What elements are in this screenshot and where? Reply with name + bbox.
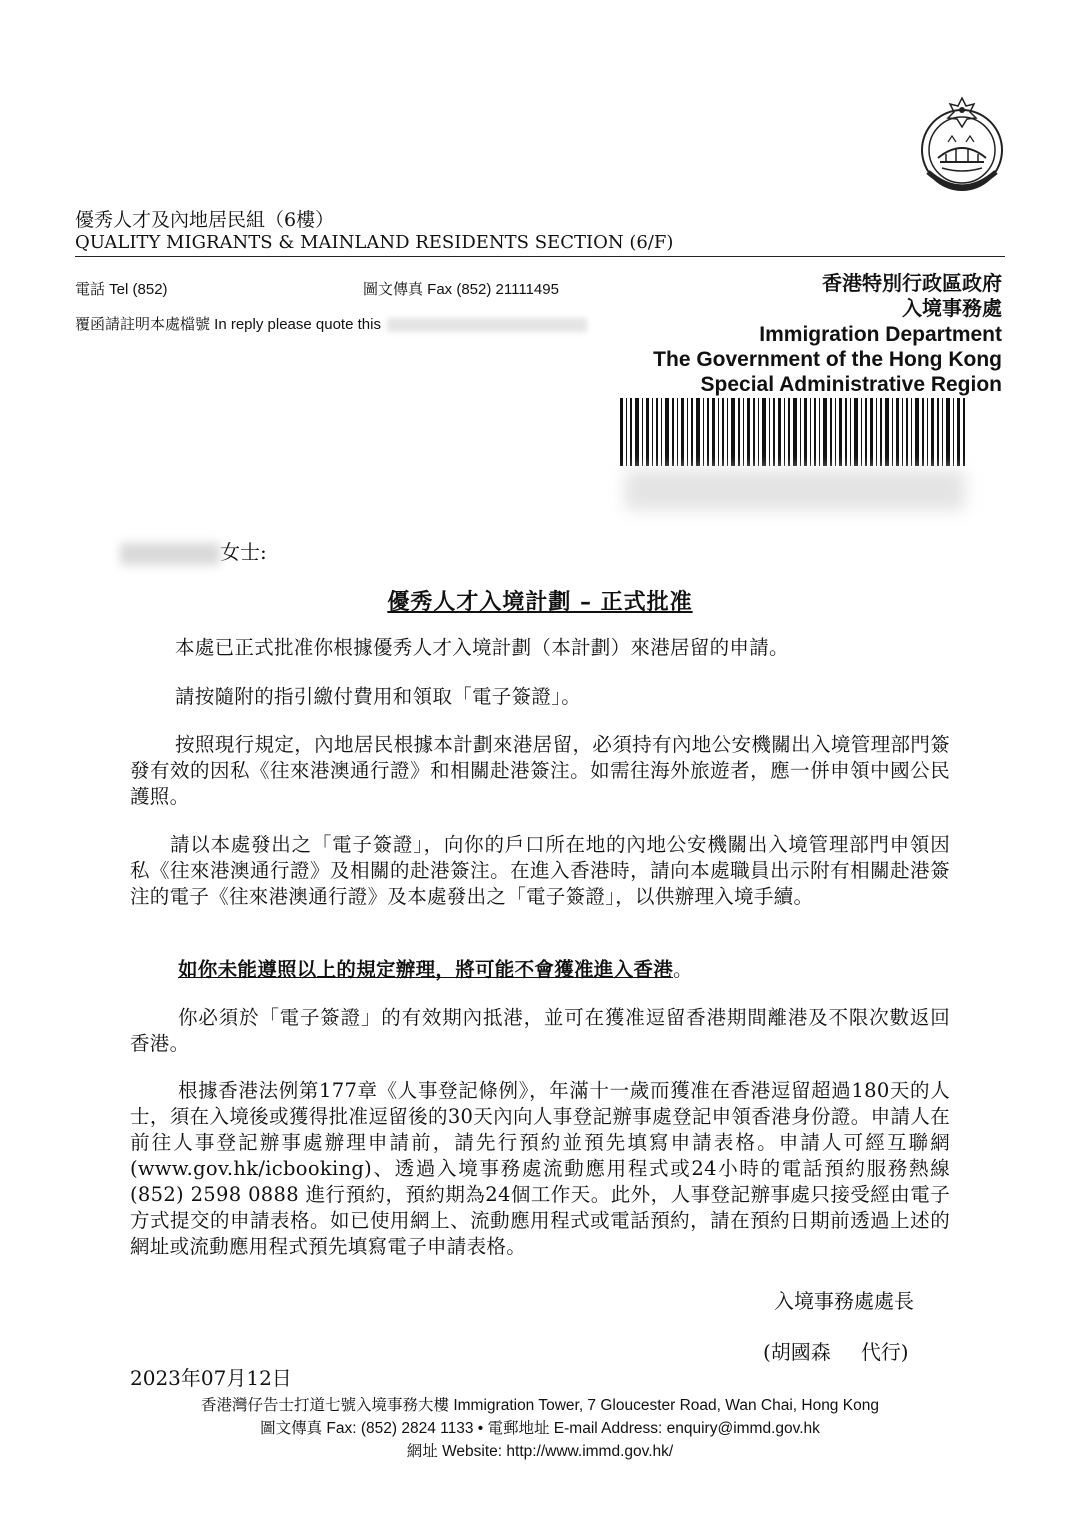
salutation [120, 536, 267, 565]
paragraph-entry-procedure: 請以本處發出之「電子簽證」，向你的戶口所在地的內地公安機關出入境管理部門申領因私《往來港澳通行證》及相關的赴港簽注。在進入香港時，請向本處職員出示附有相關赴港簽注的電子《往來港澳通行證》及本處發出之「電子簽證」，以供辦理入境手續。 [130, 833, 950, 908]
footer-website: 網址 Website: http://www.immd.gov.hk/ [406, 1443, 674, 1460]
reference-line [75, 313, 587, 334]
letter-date: 2023年07月12日 [130, 1366, 292, 1390]
signatory-title: 入境事務處處長 [774, 1289, 914, 1313]
redacted-reference [387, 318, 587, 332]
signatory-deputy [763, 1336, 909, 1365]
deputy-role: 代行) [860, 1340, 909, 1364]
section-title-en: QUALITY MIGRANTS & MAINLAND RESIDENTS SECTION (6/F) [75, 232, 674, 253]
fax-line: 圖文傳真 Fax (852) 21111495 [363, 281, 559, 298]
redacted-name [120, 543, 220, 565]
reference-label: 覆函請註明本處檔號 In reply please quote this [75, 316, 381, 333]
paragraph-fee-instruction: 請按隨附的指引繳付費用和領取「電子簽證」。 [175, 685, 582, 708]
dept-name-zh-2: 入境事務處 [902, 298, 1002, 320]
immigration-emblem-icon [916, 92, 1008, 196]
department-block [653, 272, 1002, 397]
paragraph-warning [130, 957, 950, 983]
deputy-name: (胡國森 [763, 1340, 831, 1364]
warning-text: 如你未能遵照以上的規定辦理，將可能不會獲准進入香港 [178, 958, 674, 981]
paragraph-validity: 你必須於「電子簽證」的有效期內抵港，並可在獲准逗留香港期間離港及不限次數返回香港。 [130, 1006, 950, 1055]
paragraph-approval: 本處已正式批准你根據優秀人才入境計劃（本計劃）來港居留的申請。 [175, 636, 789, 659]
paragraph-regulations: 按照現行規定，內地居民根據本計劃來港居留，必須持有內地公安機關出入境管理部門簽發有效的因私《往來港澳通行證》和相關赴港簽注。如需往海外旅遊者，應一併申領中國公民護照。 [130, 733, 950, 808]
footer-contact: 圖文傳真 Fax: (852) 2824 1133 • 電郵地址 E-mail Address: enquiry@immd.gov.hk [260, 1420, 820, 1437]
dept-name-en-3: Special Administrative Region [700, 373, 1002, 396]
dept-name-en-2: The Government of the Hong Kong [653, 348, 1002, 371]
dept-name-zh-1: 香港特別行政區政府 [822, 273, 1002, 295]
paragraph-identity-card: 根據香港法例第177章《人事登記條例》，年滿十一歲而獲准在香港逗留超過180天的人士，須在入境後或獲得批准逗留後的30天內向人事登記辦事處登記申領香港身份證。申請人在前往人事登記辦事處辦理申請前，請先行預約並預先填寫申請表格。申請人可經互聯網 (www.gov.hk/icbooking)、透過入境事務處流動應用程式或24小時的電話預約服務熱線 (852) 2598 0888 進行預約，預約期為24個工作天。此外，人事登記辦事處只接受經由電子方式提交的申請表格。如已使用網上、流動應用程式或電話預約，請在預約日期前透過上述的網址或流動應用程式預先填寫電子申請表格。 [130, 1079, 950, 1258]
letter-title: 優秀人才入境計劃 – 正式批准 [387, 589, 693, 615]
redacted-barcode-number [625, 470, 965, 510]
dept-name-en-1: Immigration Department [759, 323, 1002, 346]
telephone-line: 電話 Tel (852) [75, 281, 168, 298]
warning-period: 。 [673, 958, 693, 981]
salutation-text: 女士: [220, 540, 267, 564]
footer-address: 香港灣仔告士打道七號入境事務大樓 Immigration Tower, 7 Gloucester Road, Wan Chai, Hong Kong [201, 1397, 879, 1414]
section-title-zh: 優秀人才及內地居民組（6樓） [75, 209, 335, 231]
section-header [75, 208, 1005, 257]
barcode-image [620, 398, 965, 466]
